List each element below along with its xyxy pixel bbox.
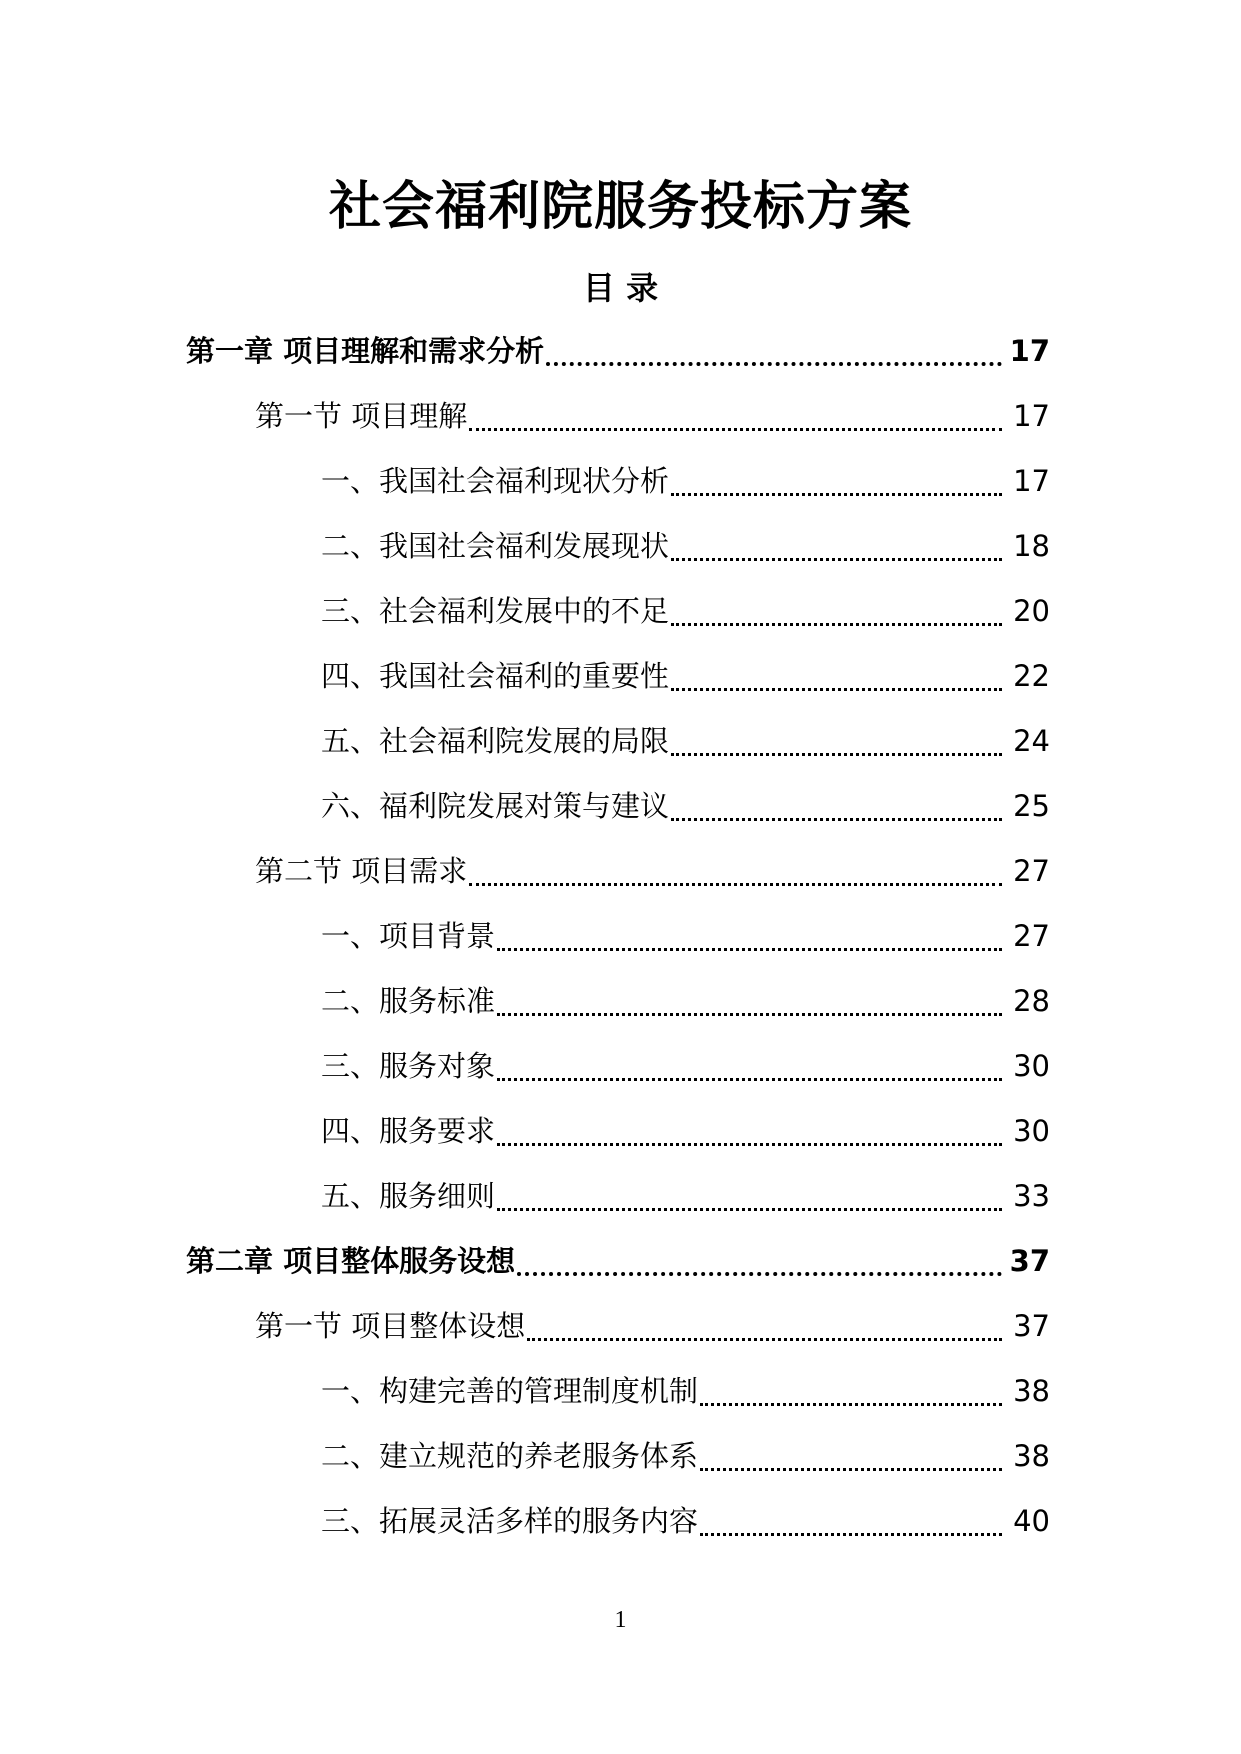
toc-dot-leader <box>700 1488 1002 1553</box>
toc-dot-leader <box>700 1358 1002 1423</box>
toc-entry[interactable] <box>0 1423 1241 1488</box>
toc-entry-label: 二、建立规范的养老服务体系 <box>321 1438 699 1473</box>
toc-entry[interactable] <box>0 1228 1241 1293</box>
toc-dot-leader <box>700 1423 1002 1488</box>
toc-dot-leader <box>497 968 1002 1033</box>
toc-entry[interactable] <box>0 708 1241 773</box>
toc-dot-leader <box>546 318 1002 383</box>
page-number: 1 <box>614 1607 627 1633</box>
toc-dot-leader <box>671 708 1002 773</box>
toc-entry-label: 一、我国社会福利现状分析 <box>321 463 670 498</box>
toc-entry[interactable] <box>0 513 1241 578</box>
toc-entry-label: 一、构建完善的管理制度机制 <box>321 1373 699 1408</box>
toc-entry-label: 第二节 项目需求 <box>255 853 468 888</box>
toc-entry-label: 二、我国社会福利发展现状 <box>321 528 670 563</box>
toc-entry[interactable] <box>0 1293 1241 1358</box>
toc-entry[interactable] <box>0 1488 1241 1553</box>
toc-dot-leader <box>671 643 1002 708</box>
toc-entry[interactable] <box>0 1033 1241 1098</box>
toc-entry[interactable] <box>0 1163 1241 1228</box>
toc-entry-page: 22 <box>1013 658 1050 693</box>
toc-entry[interactable] <box>0 773 1241 838</box>
toc-entry-page: 33 <box>1013 1178 1050 1213</box>
table-of-contents <box>0 318 1241 1553</box>
toc-entry-page: 24 <box>1013 723 1050 758</box>
toc-entry-label: 二、服务标准 <box>321 983 496 1018</box>
toc-entry-page: 27 <box>1013 853 1050 888</box>
toc-entry-page: 30 <box>1013 1048 1050 1083</box>
toc-entry-page: 27 <box>1013 918 1050 953</box>
toc-dot-leader <box>469 838 1002 903</box>
toc-heading: 目 录 <box>582 269 659 307</box>
toc-entry-page: 28 <box>1013 983 1050 1018</box>
toc-entry-label: 五、服务细则 <box>321 1178 496 1213</box>
toc-entry[interactable] <box>0 838 1241 903</box>
toc-entry-page: 40 <box>1013 1503 1050 1538</box>
toc-entry-page: 30 <box>1013 1113 1050 1148</box>
toc-entry-label: 四、服务要求 <box>321 1113 496 1148</box>
toc-entry-page: 25 <box>1013 788 1050 823</box>
toc-dot-leader <box>497 903 1002 968</box>
toc-entry-label: 三、拓展灵活多样的服务内容 <box>321 1503 699 1538</box>
toc-entry[interactable] <box>0 1358 1241 1423</box>
toc-entry-page: 37 <box>1009 1243 1050 1278</box>
toc-entry-page: 37 <box>1013 1308 1050 1343</box>
toc-entry-label: 六、福利院发展对策与建议 <box>321 788 670 823</box>
toc-entry[interactable] <box>0 318 1241 383</box>
toc-entry-label: 四、我国社会福利的重要性 <box>321 658 670 693</box>
toc-dot-leader <box>497 1033 1002 1098</box>
toc-dot-leader <box>671 448 1002 513</box>
toc-dot-leader <box>517 1228 1002 1293</box>
toc-entry-page: 17 <box>1013 398 1050 433</box>
toc-entry[interactable] <box>0 1098 1241 1163</box>
toc-dot-leader <box>497 1098 1002 1163</box>
toc-entry[interactable] <box>0 643 1241 708</box>
toc-entry-label: 第二章 项目整体服务设想 <box>186 1243 516 1278</box>
toc-entry-label: 第一节 项目理解 <box>255 398 468 433</box>
toc-dot-leader <box>469 383 1002 448</box>
toc-entry-page: 38 <box>1013 1373 1050 1408</box>
toc-entry-label: 第一章 项目理解和需求分析 <box>186 333 545 368</box>
toc-entry-page: 17 <box>1013 463 1050 498</box>
toc-entry[interactable] <box>0 968 1241 1033</box>
document-title: 社会福利院服务投标方案 <box>328 177 912 237</box>
toc-entry-page: 38 <box>1013 1438 1050 1473</box>
toc-entry-label: 三、社会福利发展中的不足 <box>321 593 670 628</box>
toc-entry-label: 一、项目背景 <box>321 918 496 953</box>
toc-entry-page: 17 <box>1009 333 1050 368</box>
toc-dot-leader <box>527 1293 1002 1358</box>
toc-entry-label: 第一节 项目整体设想 <box>255 1308 526 1343</box>
toc-entry[interactable] <box>0 448 1241 513</box>
toc-entry-page: 20 <box>1013 593 1050 628</box>
toc-dot-leader <box>497 1163 1002 1228</box>
toc-dot-leader <box>671 513 1002 578</box>
toc-entry[interactable] <box>0 578 1241 643</box>
toc-entry-label: 三、服务对象 <box>321 1048 496 1083</box>
toc-entry-label: 五、社会福利院发展的局限 <box>321 723 670 758</box>
toc-entry[interactable] <box>0 383 1241 448</box>
toc-entry-page: 18 <box>1013 528 1050 563</box>
toc-dot-leader <box>671 773 1002 838</box>
toc-dot-leader <box>671 578 1002 643</box>
toc-entry[interactable] <box>0 903 1241 968</box>
